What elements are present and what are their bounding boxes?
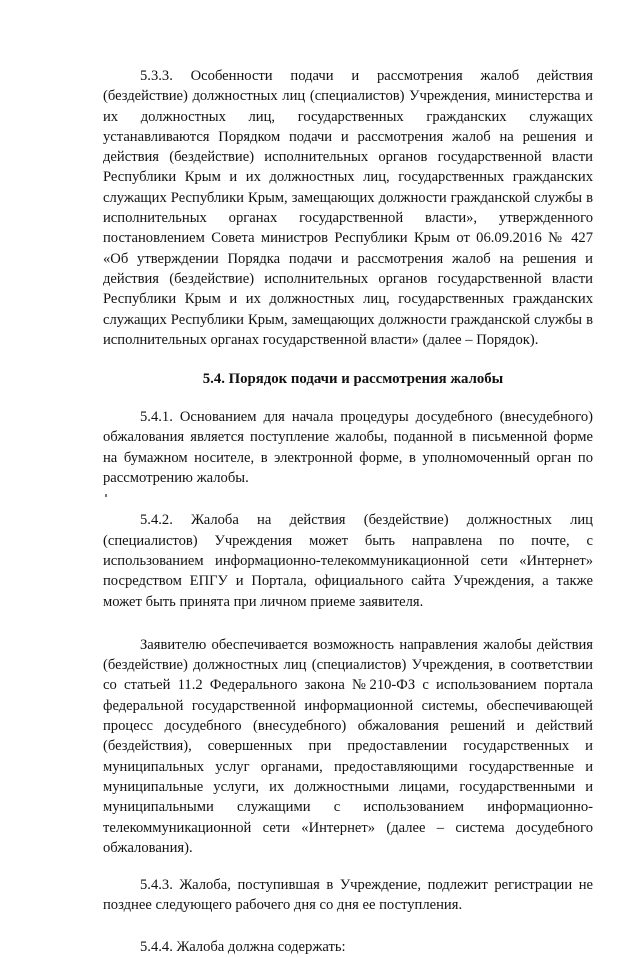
paragraph-5-4-3: 5.4.3. Жалоба, поступившая в Учреждение, подлежит регистрации не позднее следующего рабочего дня со дня ее поступления. (103, 877, 593, 914)
scan-dot (105, 494, 107, 497)
section-heading-5-4: 5.4. Порядок подачи и рассмотрения жалобы (202, 371, 504, 388)
paragraph-5-4-1: 5.4.1. Основанием для начала процедуры досудебного (внесудебного) обжалования является поступление жалобы, поданной в письменной форме на бумажном носителе, в электронной форме, в уполномоченный орган по рассмотрению жалобы. (103, 409, 593, 487)
paragraph-5-3-3: 5.3.3. Особенности подачи и рассмотрения жалоб действия (бездействие) должностных лиц (специалистов) Учреждения, министерства и их должностных лиц, государственных гражданских служащих устанавливаются Порядком подачи и рассмотрения жалоб на решения и действия (бездействие) исполнительных органов государственной власти Республики Крым и их должностных лиц, государственных гражданских служащих Республики Крым, замещающих должности гражданской службы в исполнительных органах государственной власти», утвержденного постановлением Совета министров Республики Крым от 06.09.2016 № 427 «Об утверждении Порядка подачи и рассмотрения жалоб на решения и действия (бездействие) исполнительных органов государственной власти Республики Крым и их должностных лиц, государственных гражданских служащих Республики Крым, замещающих должности гражданской службы в исполнительных органах государственной власти» (далее – Порядок). (103, 68, 593, 348)
paragraph-applicant-rights: Заявителю обеспечивается возможность направления жалобы действия (бездействие) должностных лиц (специалистов) Учреждения, в соответствии со статьей 11.2 Федерального закона №210-ФЗ с использованием портала федеральной государственной информационной системы, обеспечивающей процесс досудебного (внесудебного) обжалования решений и действий (бездействия), совершенных при предоставлении государственных и муниципальных услуг органами, предоставляющими государственные и муниципальные услуги, их должностными лицами, государственными и муниципальными служащими с использованием информационно-телекоммуникационной сети «Интернет» (далее – система досудебного обжалования). (103, 636, 593, 856)
paragraph-5-4-2: 5.4.2. Жалоба на действия (бездействие) должностных лиц (специалистов) Учреждения может быть направлена по почте, с использованием информационно-телекоммуникационной сети «Интернет» посредством ЕПГУ и Портала, официального сайта Учреждения, а также может быть принята при личном приеме заявителя. (103, 512, 593, 610)
document-page (103, 66, 593, 957)
scan-speck (103, 488, 593, 510)
paragraph-5-4-4: 5.4.4. Жалоба должна содержать: (140, 938, 346, 955)
